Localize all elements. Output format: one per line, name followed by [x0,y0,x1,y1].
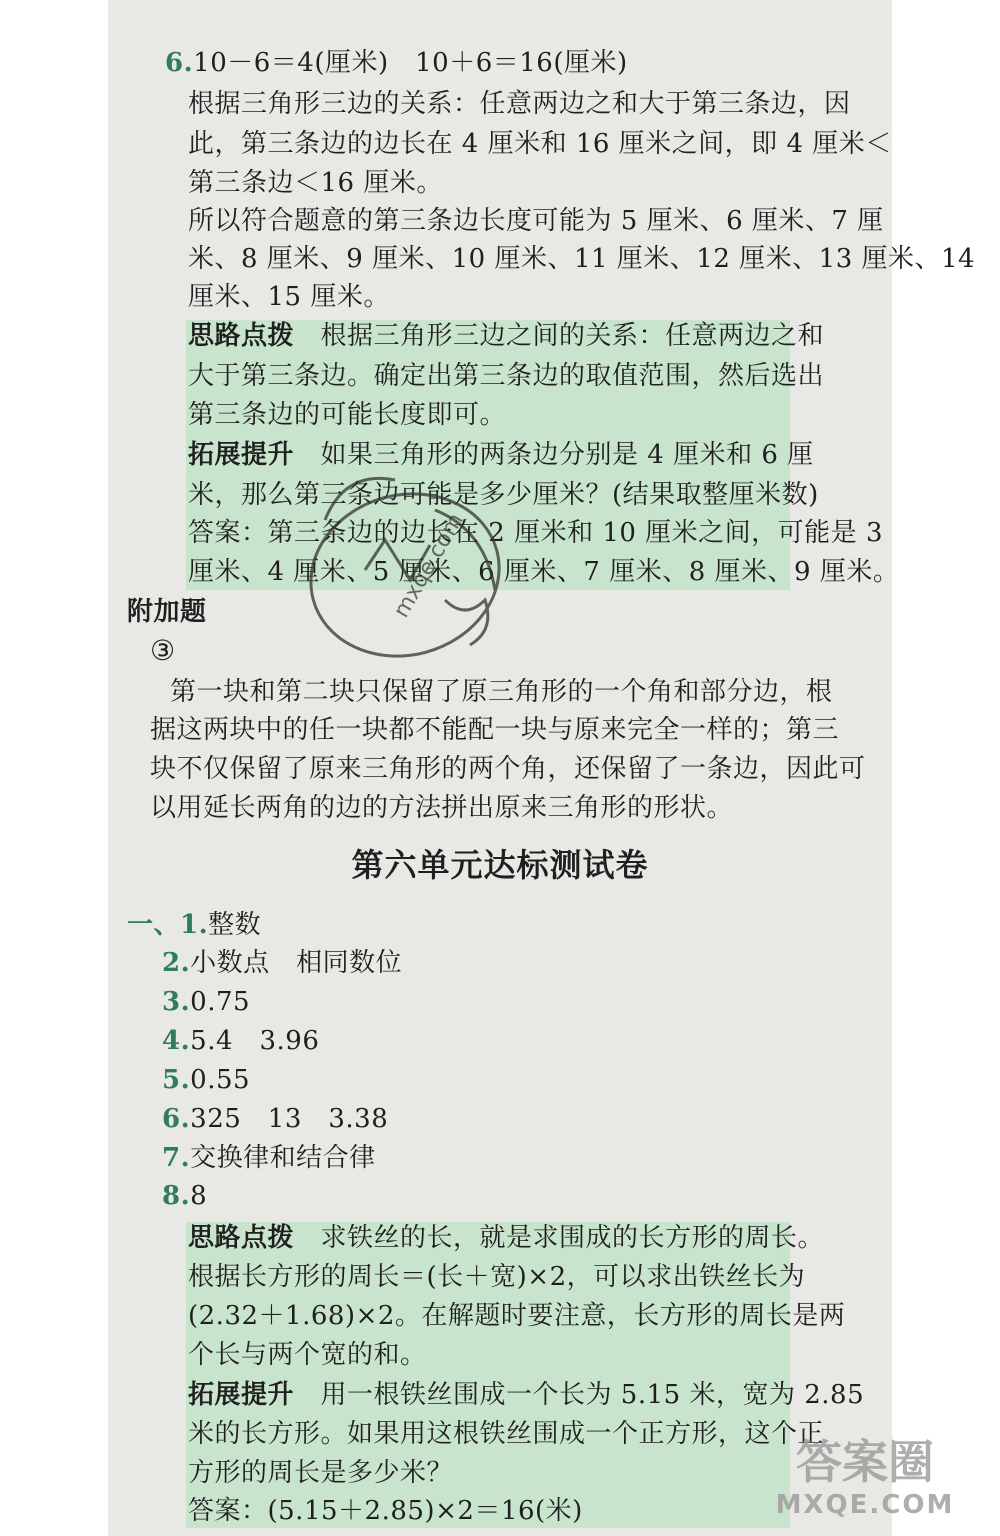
answer-number: 5. [162,1065,191,1095]
answer-row-7 [162,1139,376,1177]
q6-line [165,44,628,82]
answer-row-2 [162,944,402,982]
extension2-line-1 [188,1376,864,1414]
hint-text-1: 根据三角形三边之间的关系：任意两边之和 [320,321,825,351]
bonus-text-4: 以用延长两角的边的方法拼出原来三角形的形状。 [150,793,734,823]
answer-text: 0.55 [190,1065,251,1095]
extension2-answer: 答案：(5.15＋2.85)×2＝16(米) [188,1496,583,1526]
extension-label: 拓展提升 [188,440,295,470]
extension-text-2: 米，那么第三条边可能是多少厘米？(结果取整厘米数) [188,480,819,510]
answer-number: 8. [162,1181,191,1211]
extension-text-1: 如果三角形的两条边分别是 4 厘米和 6 厘 [320,440,814,470]
site-logo-watermark [750,1436,980,1524]
extension2-text-2: 米的长方形。如果用这根铁丝围成一个正方形，这个正 [188,1419,825,1449]
q6-number: 6. [165,48,194,78]
q6-explanation-5: 米、8 厘米、9 厘米、10 厘米、11 厘米、12 厘米、13 厘米、14 [188,244,976,274]
extension2-text-1: 用一根铁丝围成一个长为 5.15 米，宽为 2.85 [320,1380,865,1410]
answer-number: 1. [180,910,209,940]
logo-text: 答案圈 [796,1435,934,1489]
answer-number: 4. [162,1026,191,1056]
answer-row-1 [127,906,261,944]
q6-explanation-3: 第三条边＜16 厘米。 [188,168,443,198]
extension2-text-3: 方形的周长是多少米？ [188,1458,454,1488]
hint-label: 思路点拨 [188,321,295,351]
hint-text-2: 大于第三条边。确定出第三条边的取值范围，然后选出 [188,361,825,391]
answer-text: 5.4 3.96 [190,1026,320,1056]
answer-number: 2. [162,948,191,978]
q6-explanation-2: 此，第三条边的边长在 4 厘米和 16 厘米之间，即 4 厘米＜ [188,129,892,159]
unit-title: 第六单元达标测试卷 [351,846,649,884]
answer-text: 整数 [208,910,262,940]
bonus-answer: ③ [150,634,176,667]
bonus-text-2: 据这两块中的任一块都不能配一块与原来完全一样的；第三 [150,715,840,745]
extension-label: 拓展提升 [188,1380,295,1410]
answer-row-8 [162,1177,207,1215]
logo-url: MXQE.COM [775,1490,955,1520]
answer-text: 8 [190,1181,208,1211]
q6-explanation-4: 所以符合题意的第三条边长度可能为 5 厘米、6 厘米、7 厘 [188,206,884,236]
q6-calculation: 10－6＝4(厘米) 10＋6＝16(厘米) [193,48,628,78]
q6-explanation-1: 根据三角形三边的关系：任意两边之和大于第三条边，因 [188,89,851,119]
hint2-text-1: 求铁丝的长，就是求围成的长方形的周长。 [320,1223,825,1253]
answer-number: 6. [162,1104,191,1134]
answer-number: 7. [162,1143,191,1173]
hint-line-1 [188,317,824,355]
answer-row-6 [162,1100,388,1138]
answer-text: 325 13 3.38 [190,1104,389,1134]
hint2-text-4: 个长与两个宽的和。 [188,1340,427,1370]
hint-text-3: 第三条边的可能长度即可。 [188,400,507,430]
answer-row-4 [162,1022,319,1060]
answer-number: 3. [162,987,191,1017]
answer-row-3 [162,983,250,1021]
stamp-watermark [285,450,545,680]
bonus-text-3: 块不仅保留了原来三角形的两个角，还保留了一条边，因此可 [150,754,866,784]
section-number: 一、 [127,910,181,940]
stamp-text: mxqe.com [389,509,469,623]
hint2-line-1 [188,1219,824,1257]
bonus-heading: 附加题 [127,597,207,627]
answer-row-5 [162,1061,250,1099]
hint2-text-3: (2.32＋1.68)×2。在解题时要注意，长方形的周长是两 [188,1301,846,1331]
q6-explanation-6: 厘米、15 厘米。 [188,282,390,312]
answer-text: 0.75 [190,987,251,1017]
hint2-text-2: 根据长方形的周长＝(长＋宽)×2，可以求出铁丝长为 [188,1262,806,1292]
bonus-text-1: 第一块和第二块只保留了原三角形的一个角和部分边，根 [170,677,833,707]
extension-answer-2: 厘米、4 厘米、5 厘米、6 厘米、7 厘米、8 厘米、9 厘米。 [188,557,900,587]
answer-text: 交换律和结合律 [190,1143,376,1173]
answer-text: 小数点 相同数位 [190,948,403,978]
extension-answer-1: 答案：第三条边的边长在 2 厘米和 10 厘米之间，可能是 3 [188,518,883,548]
hint-label: 思路点拨 [188,1223,295,1253]
